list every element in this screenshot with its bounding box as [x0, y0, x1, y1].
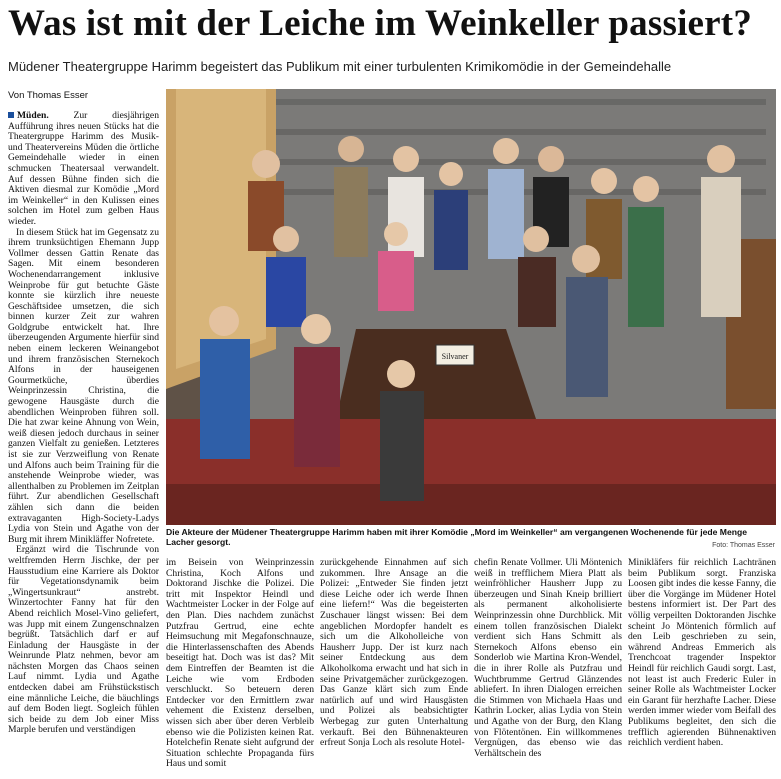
photo-caption: Die Akteure der Müdener Theatergruppe Harimm haben mit ihrer Komödie „Mord im Weinkeller“ am vergangenen Wochenende für jede Menge Lacher gesorgt.: [166, 527, 747, 548]
group-photo: [166, 89, 776, 525]
subheadline: Müdener Theatergruppe Harimm begeistert das Publikum mit einer turbulenten Krimikomödie in der Gemeindehalle: [8, 59, 672, 74]
dateline: Müden.: [17, 111, 49, 121]
paragraph: chefin Renate Vollmer. Uli Möntenich weiß in trefflichem Miera Platt als weinfröhlicher Hausherr Jupp zu überzeugen und Sinah Kneip brilliert als permanent alkoholisierte Weinprinzessin ohne Durchblick. Mit einem tollen französischen Dialekt verdient sich Hans Schmitt als Sternekoch Alfons ebenso ein Sonderlob wie Martina Kron-Wendel, die in ihrer Rolle als Putzfrau und Wuchtbrumme Gertrud Glänzendes abliefert. In ihren Dialogen erreichen die Stimmen von Michaela Haas und Kathrin Locker, alias Lydia von Stein und Agathe von der Burg, den Klang von Flötentönen. Ein willkommenes Vergnügen, das ebenso wie das Verhältschein des: [474, 558, 622, 759]
paragraph-lead: [8, 111, 159, 228]
headline: Was ist mit der Leiche im Weinkeller passiert?: [8, 3, 753, 44]
photo-credit: Foto: Thomas Esser: [712, 542, 775, 549]
table-sign-text: Silvaner: [441, 352, 469, 361]
article-column-1: [8, 111, 159, 776]
lead-text: Zur diesjährigen Aufführung ihres neuen Stücks hat die Theatergruppe Harimm des Musik- und Theatervereins Müden die örtliche Gemeindehalle wieder in einen schmucken Theatersaal verwandelt. Auf dessen Bühne finden sich die Aktiven diesmal zur Komödie „Mord im Weinkeller“ in den Kulissen eines solchen im Hotel zum gelben Haus wieder.: [8, 111, 159, 227]
byline: Von Thomas Esser: [8, 90, 89, 101]
photo-illustration: [166, 89, 776, 525]
paragraph: In diesem Stück hat im Gegensatz zu ihrem trunksüchtigen Ehemann Jupp Vollmer dessen Gattin Renate das Sagen. Mit einem besonderen Wochenendarrangement inklusive Weinprobe für gut betuchte Gäste konnte sie kürzlich ihre neueste Geschäftsidee umsetzen, die sich binnen kurzer Zeit zur wahren Goldgrube entwickelt hat. Ihre überzeugenden Argumente hierfür sind neben einem leckeren Weinangebot und ihrem französischen Sternekoch Alfons in der hauseigenen Gourmetküche, überdies Weinprinzessin Christina, die gewogene Hausgäste durch die abendlichen Weinproben führen soll. Die hat zwar keine Ahnung von Wein, weiß diesen jedoch durchaus in seiner ganzen Vielfalt zu genießen. Letzteres ist sie zur Verzweiflung von Renate und Alfons auch beim Training für die anstehende Weinprobe wieder, was allenthalben zu Problemen im Zeitplan führt. Zur abendlichen Gesellschaft zählen sich dann die beiden extravaganten High-Society-Ladys Lydia von Stein und Agathe von der Burg mit ihrem Minikläffer Nofretete.: [8, 226, 159, 545]
article-column-2: [166, 558, 314, 776]
article-column-5: [628, 558, 776, 776]
article-column-3: [320, 558, 468, 776]
paragraph: im Beisein von Weinprinzessin Christina, Koch Alfons und Doktorand Jischke die Polizei. Die tritt mit Inspektor Heindl und Wachtmeister Locker in der Folge auf den Plan. Dies nachdem zunächst Putzfrau Gertrud, eine echte Heimsuchung mit Megafonschnauze, die Hinterlassenschaften des Abends beseitigt hat. Doch was ist das? Mit dem Eintreffen der Beamten ist die Leiche wie vom Erdboden verschluckt. So beteuern deren Entdecker vor den Ermittlern zwar vehement die Existenz derselben, wissen sich aber über deren Verbleib ebenso wie die Polizisten keinen Rat. Hotelchefin Renate sieht aufgrund der Situation schlechte Propaganda fürs Haus und somit: [166, 558, 314, 770]
square-marker-icon: [8, 112, 14, 118]
article-column-4: [474, 558, 622, 776]
paragraph: Minikläfers für reichlich Lachtränen beim Publikum sorgt. Franziska Loosen gibt indes die kesse Fanny, die über die Vorgänge im Müdener Hotel bestens informiert ist. Der Part des völlig verpeilten Doktoranden Jischke scheint Jo Möntenich förmlich auf den Leib geschrieben zu sein, während Andreas Emmerich als Trenchcoat tragender Inspektor Heindl für reichlich Gaudi sorgt. Last, not least ist auch Frederic Euler in seiner Rolle als Wachtmeister Locker ein Garant für herzhafte Lacher. Diese werden immer wieder vom Beifall des Publikums begleitet, den sich die trefflich agierenden Bühnenaktiven reichlich verdient haben.: [628, 558, 776, 749]
paragraph: Ergänzt wird die Tischrunde von weltfremden Herrn Jischke, der per Hausstudium eine Karriere als Doktor für Vegetationsdynamik beim „Wingertsunkraut“ anstrebt. Winzertochter Fanny hat für den Abend reichlich Mosel-Vino geliefert, was Jupp mit einem Zungenschnalzen begrüßt. Tatsächlich darf er auf Einladung der Hausgäste in der Weinrunde Platz nehmen, bevor am nächsten Morgen das Chaos seinen Lauf nimmt. Lydia und Agathe entdecken dabei am Frühstückstisch eine männliche Leiche, die bäuchlings auf dem Boden liegt. Sogleich fühlen sich beide zu dem Job einer Miss Marple berufen und verständigen: [8, 544, 159, 736]
paragraph: zurückgehende Einnahmen auf sich zukommen. Ihre Ansage an die Polizei: „Entweder Sie finden jetzt diese Leiche oder ich werde Ihnen eine liefern!“ Was die begeisterten Zuschauer längst wissen: Bei dem angeblichen Mordopfer handelt es sich um die Alkoholleiche von Hausherr Jupp. Der ist kurz nach seiner Entdeckung aus dem Alkoholkoma erwacht und hat sich in seine Privatgemächer zurückgezogen. Das Ganze klärt sich zum Ende natürlich auf und wird Hausgästen und Polizei als beabsichtigter Werbegag zur guten Unterhaltung verkauft. Bei den Bühnenakteuren erfreut Sonja Loch als resolute Hotel-: [320, 558, 468, 749]
